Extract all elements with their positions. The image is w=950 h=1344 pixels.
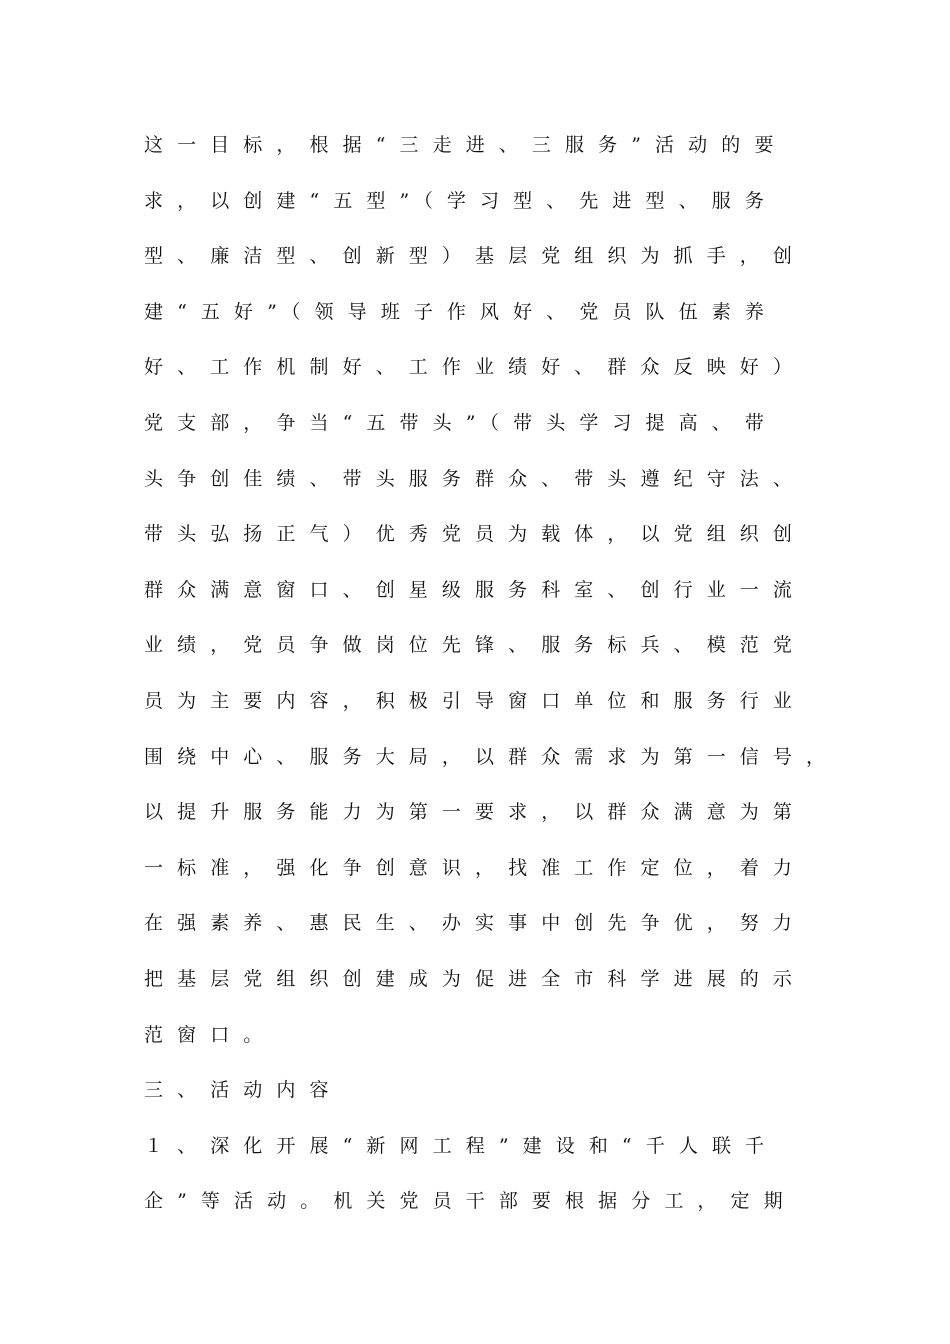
text-line: 企”等活动。机关党员干部要根据分工，定期 [144, 1190, 797, 1213]
text-line: １、深化开展“新网工程”建设和“千人联千 [144, 1134, 779, 1157]
text-line: 一标准，强化争创意识，找准工作定位，着力 [144, 856, 807, 879]
text-line: 带头弘扬正气）优秀党员为载体，以党组织创 [144, 523, 807, 546]
text-line: 求，以创建“五型”（学习型、先进型、服务 [144, 189, 778, 212]
text-line: 在强素养、惠民生、办实事中创先争优，努力 [144, 912, 807, 935]
text-line: 好、工作机制好、工作业绩好、群众反映好） [144, 356, 807, 379]
text-line: 员为主要内容，积极引导窗口单位和服务行业 [144, 689, 807, 712]
text-line: 群众满意窗口、创星级服务科室、创行业一流 [144, 578, 807, 601]
section-heading: 三、活动内容 [144, 1079, 343, 1102]
text-line: 围绕中心、服务大局，以群众需求为第一信号， [144, 745, 840, 768]
text-line: 以提升服务能力为第一要求，以群众满意为第 [144, 801, 807, 824]
text-line: 建“五好”（领导班子作风好、党员队伍素养 [144, 300, 778, 323]
text-line: 把基层党组织创建成为促进全市科学进展的示 [144, 967, 807, 990]
text-line: 型、廉洁型、创新型）基层党组织为抓手，创 [144, 245, 807, 268]
text-line: 党支部，争当“五带头”（带头学习提高、带 [144, 411, 778, 434]
text-line: 这一目标，根据“三走进、三服务”活动的要 [144, 134, 788, 156]
body-text [144, 128, 840, 1240]
text-line: 业绩，党员争做岗位先锋、服务标兵、模范党 [144, 634, 807, 657]
text-line: 头争创佳绩、带头服务群众、带头遵纪守法、 [144, 467, 807, 490]
text-line: 范窗口。 [144, 1023, 277, 1046]
